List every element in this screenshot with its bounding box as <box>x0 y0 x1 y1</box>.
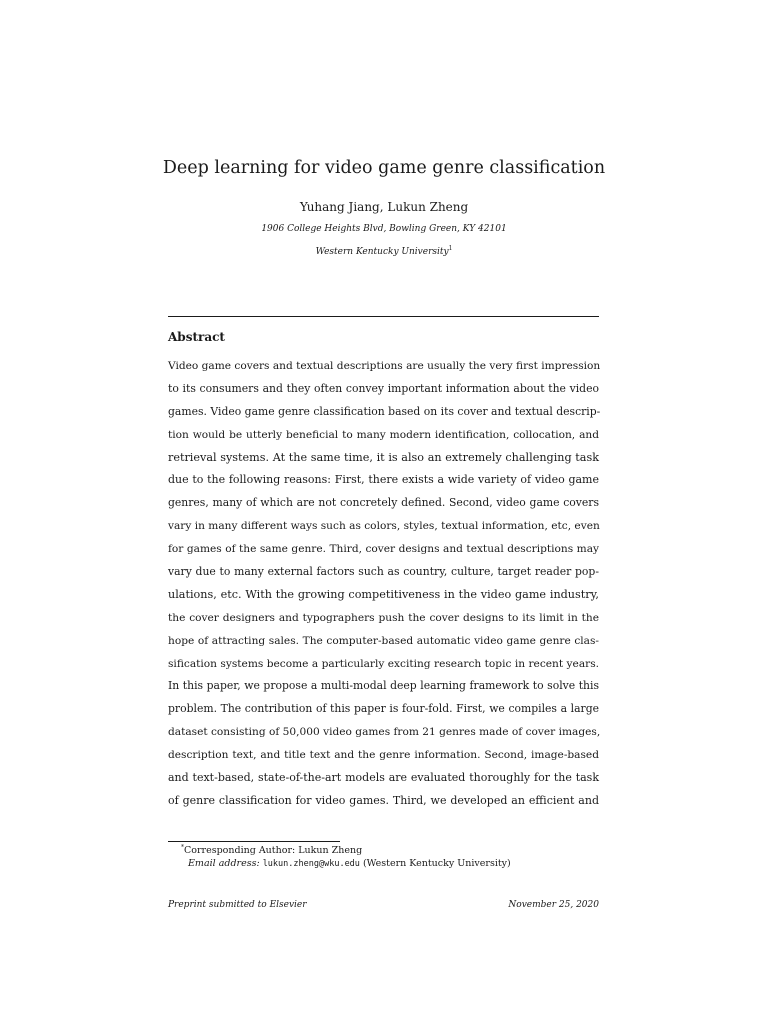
abstract-line: description text, and title text and the genre information. Second, image-based <box>168 749 599 762</box>
abstract-line: vary due to many external factors such as country, culture, target reader pop- <box>168 565 599 579</box>
affiliation-institution <box>0 245 768 259</box>
abstract-line: vary in many different ways such as colors, styles, textual information, etc, even <box>168 520 600 533</box>
affiliation-address: 1906 College Heights Blvd, Bowling Green, KY 42101 <box>261 224 507 234</box>
abstract-line: sification systems become a particularly exciting research topic in recent years. <box>168 657 599 670</box>
abstract-line: and text-based, state-of-the-art models are evaluated thoroughly for the task <box>168 771 599 785</box>
abstract-line: tion would be utterly beneficial to many modern identification, collocation, and <box>168 428 599 441</box>
abstract-heading: Abstract <box>168 330 225 344</box>
abstract-line: ulations, etc. With the growing competitiveness in the video game industry, <box>168 587 599 601</box>
abstract-line: In this paper, we propose a multi-modal deep learning framework to solve this <box>168 679 599 693</box>
abstract-line: due to the following reasons: First, there exists a wide variety of video game <box>168 473 599 487</box>
footnote-corresponding <box>181 844 362 857</box>
abstract-line: problem. The contribution of this paper is four-fold. First, we compiles a large <box>168 702 599 716</box>
email-label: Email address: <box>188 858 260 869</box>
corresponding-author: Corresponding Author: Lukun Zheng <box>184 845 363 856</box>
email-note: (Western Kentucky University) <box>362 858 511 869</box>
abstract-line: genres, many of which are not concretely defined. Second, video game covers <box>168 496 599 510</box>
abstract-line: Video game covers and textual descriptions are usually the very first impression <box>168 360 601 372</box>
abstract-line: retrieval systems. At the same time, it is also an extremely challenging task <box>168 450 599 464</box>
abstract-line: dataset consisting of 50,000 video games from 21 genres made of cover images, <box>168 726 601 739</box>
institution-footnote-mark: 1 <box>448 245 453 252</box>
email-address[interactable]: lukun.zheng@wku.edu <box>262 859 360 869</box>
author-list: Yuhang Jiang, Lukun Zheng <box>299 200 469 214</box>
footnote-rule <box>168 841 340 842</box>
paper-title: Deep learning for video game genre classification <box>162 158 606 178</box>
abstract-body <box>168 355 599 813</box>
abstract-line: games. Video game genre classification based on its cover and textual descrip- <box>168 404 601 418</box>
footnote-email <box>188 857 511 871</box>
abstract-line: to its consumers and they often convey important information about the video <box>168 381 599 395</box>
footer-preprint-note: Preprint submitted to Elsevier <box>168 900 307 910</box>
footnote-mark: * <box>181 843 184 851</box>
footer-date: November 25, 2020 <box>508 900 599 910</box>
institution-name: Western Kentucky University <box>315 247 449 257</box>
abstract-line: for games of the same genre. Third, cover designs and textual descriptions may <box>168 543 599 556</box>
abstract-line: the cover designers and typographers push the cover designs to its limit in the <box>168 611 599 624</box>
abstract-line: of genre classification for video games. Third, we developed an efficient and <box>168 793 599 807</box>
abstract-line: hope of attracting sales. The computer-based automatic video game genre clas- <box>168 634 599 647</box>
abstract-top-rule <box>168 316 599 317</box>
